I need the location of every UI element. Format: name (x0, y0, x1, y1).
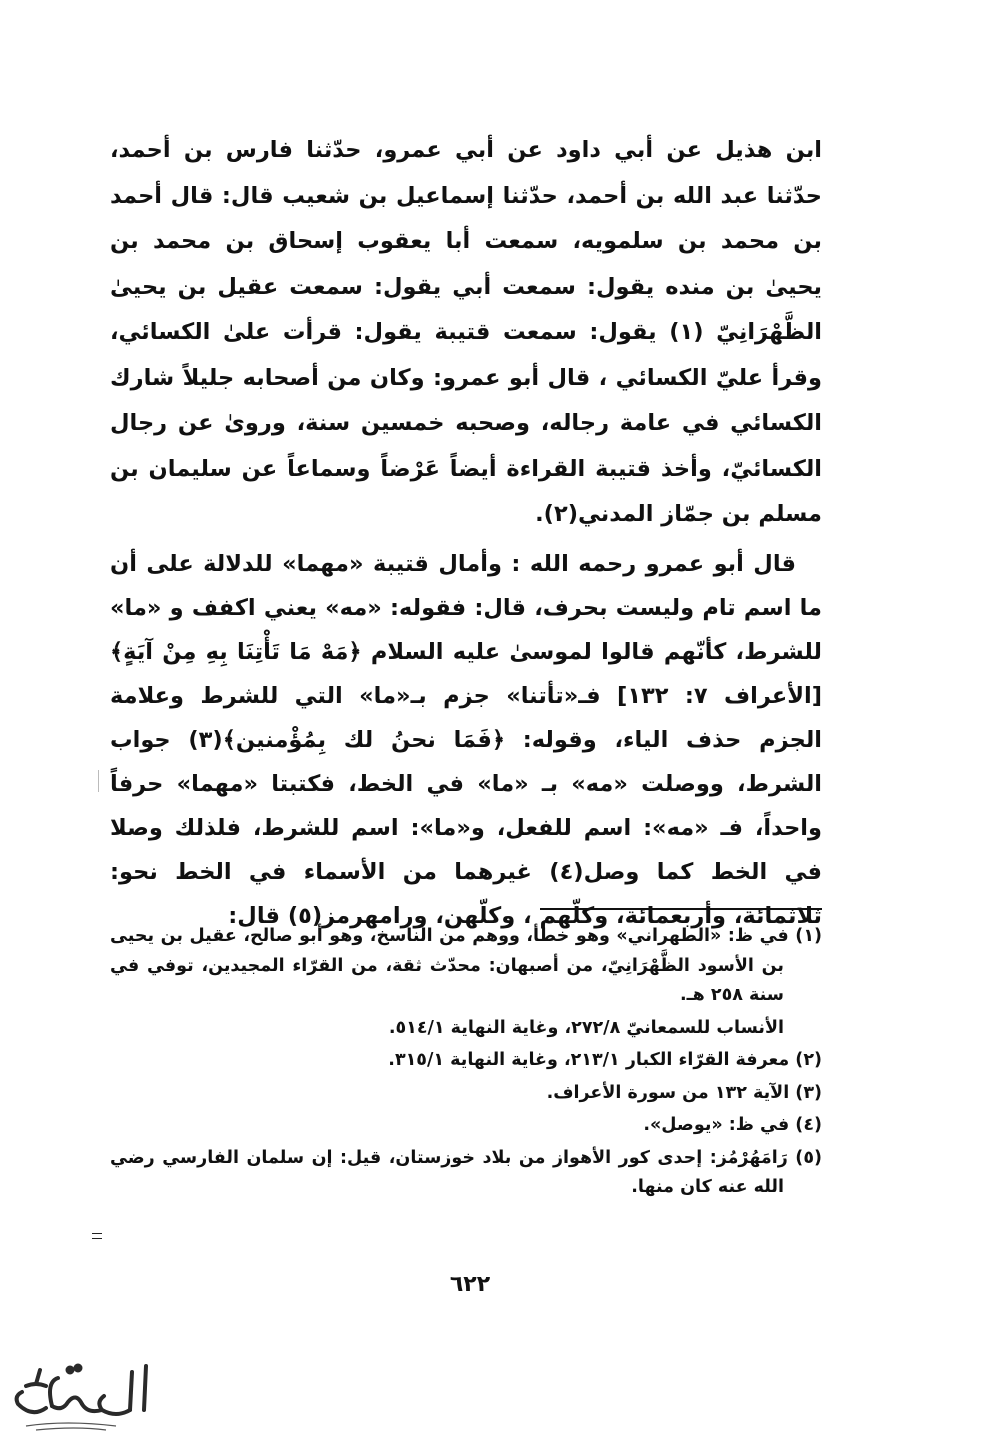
footnote-3: (٣) الآية ١٣٢ من سورة الأعراف. (546, 1082, 822, 1103)
footnote-1-continuation: الأنساب للسمعانيّ ٢٧٢/٨، وغاية النهاية ٥١٤/١. (388, 1017, 784, 1038)
footnote-1: (١) في ظ: «الطهراني» وهو خطأ، ووهم من الناسخ، وهو أبو صالح، عقيل بن يحيى بن الأسود الظَّهْرَانِيّ، من أصبهان: محدّث ثقة، من القرّاء المجيدين، توفي في سنة ٢٥٨ هـ. (110, 926, 822, 1005)
body-paragraph-1: ابن هذيل عن أبي داود عن أبي عمرو، حدّثنا فارس بن أحمد، حدّثنا عبد الله بن أحمد، حدّثنا إسماعيل بن شعيب قال: قال أحمد بن محمد بن سلمويه، سمعت أبا يعقوب إسحاق بن محمد بن يحيىٰ بن منده يقول: سمعت أبي يقول: سمعت عقيل بن يحيىٰ الظَّهْرَانِيّ (١) يقول: سمعت قتيبة يقول: قرأت علىٰ الكسائي، وقرأ عليّ الكسائي ، قال أبو عمرو: وكان من أصحابه جليلاً شارك الكسائي في عامة رجاله، وصحبه خمسين سنة، وروىٰ عن رجال الكسائيّ، وأخذ قتيبة القراءة أيضاً عَرْضاً وسماعاً عن سليمان بن مسلم بن جمّاز المدني(٢). (110, 137, 822, 527)
footnotes-section (110, 922, 822, 1206)
footnote-divider (540, 908, 822, 910)
footnote-2: (٢) معرفة القرّاء الكبار ٢١٣/١، وغاية النهاية ٣١٥/١. (388, 1050, 822, 1070)
page-number: ٦٢٢ (449, 1272, 491, 1297)
calligraphic-logo-icon (6, 1352, 156, 1434)
scan-edge-mark (98, 770, 99, 792)
margin-mark (92, 1232, 102, 1240)
body-paragraph-2: قال أبو عمرو رحمه الله : وأمال قتيبة «مهما» للدلالة على أن ما اسم تام وليست بحرف، قال: فقوله: «مه» يعني اكفف و «ما» للشرط، كأنّهم قالوا لموسىٰ عليه السلام ﴿مَهْ مَا تَأْتِنَا بِهِ مِنْ آيَةٍ﴾ [الأعراف ٧: ١٣٢] فـ«تأتنا» جزم بـ«ما» التي للشرط وعلامة الجزم حذف الياء، وقوله: ﴿فَمَا نحنُ لك بِمُؤْمنين﴾(٣) جواب الشرط، ووصلت «مه» بـ «ما» في الخط، فكتبتا «مهما» حرفاً واحداً، فـ «مه»: اسم للفعل، و«ما»: اسم للشرط، فلذلك وصلا في الخط كما وصل(٤) غيرهما من الأسماء في الخط نحو: ثلاثمائة، وأربعمائة، وكلّهم ، وكلّهن، ورامهرمز(٥) قال: (110, 551, 822, 929)
footnote-5: (٥) رَامَهُرْمُز: إحدى كور الأهواز من بلاد خوزستان، قيل: إن سلمان الفارسي رضي الله عنه كان منها. (110, 1147, 822, 1197)
footnote-4: (٤) في ظ: «يوصل». (643, 1115, 822, 1135)
